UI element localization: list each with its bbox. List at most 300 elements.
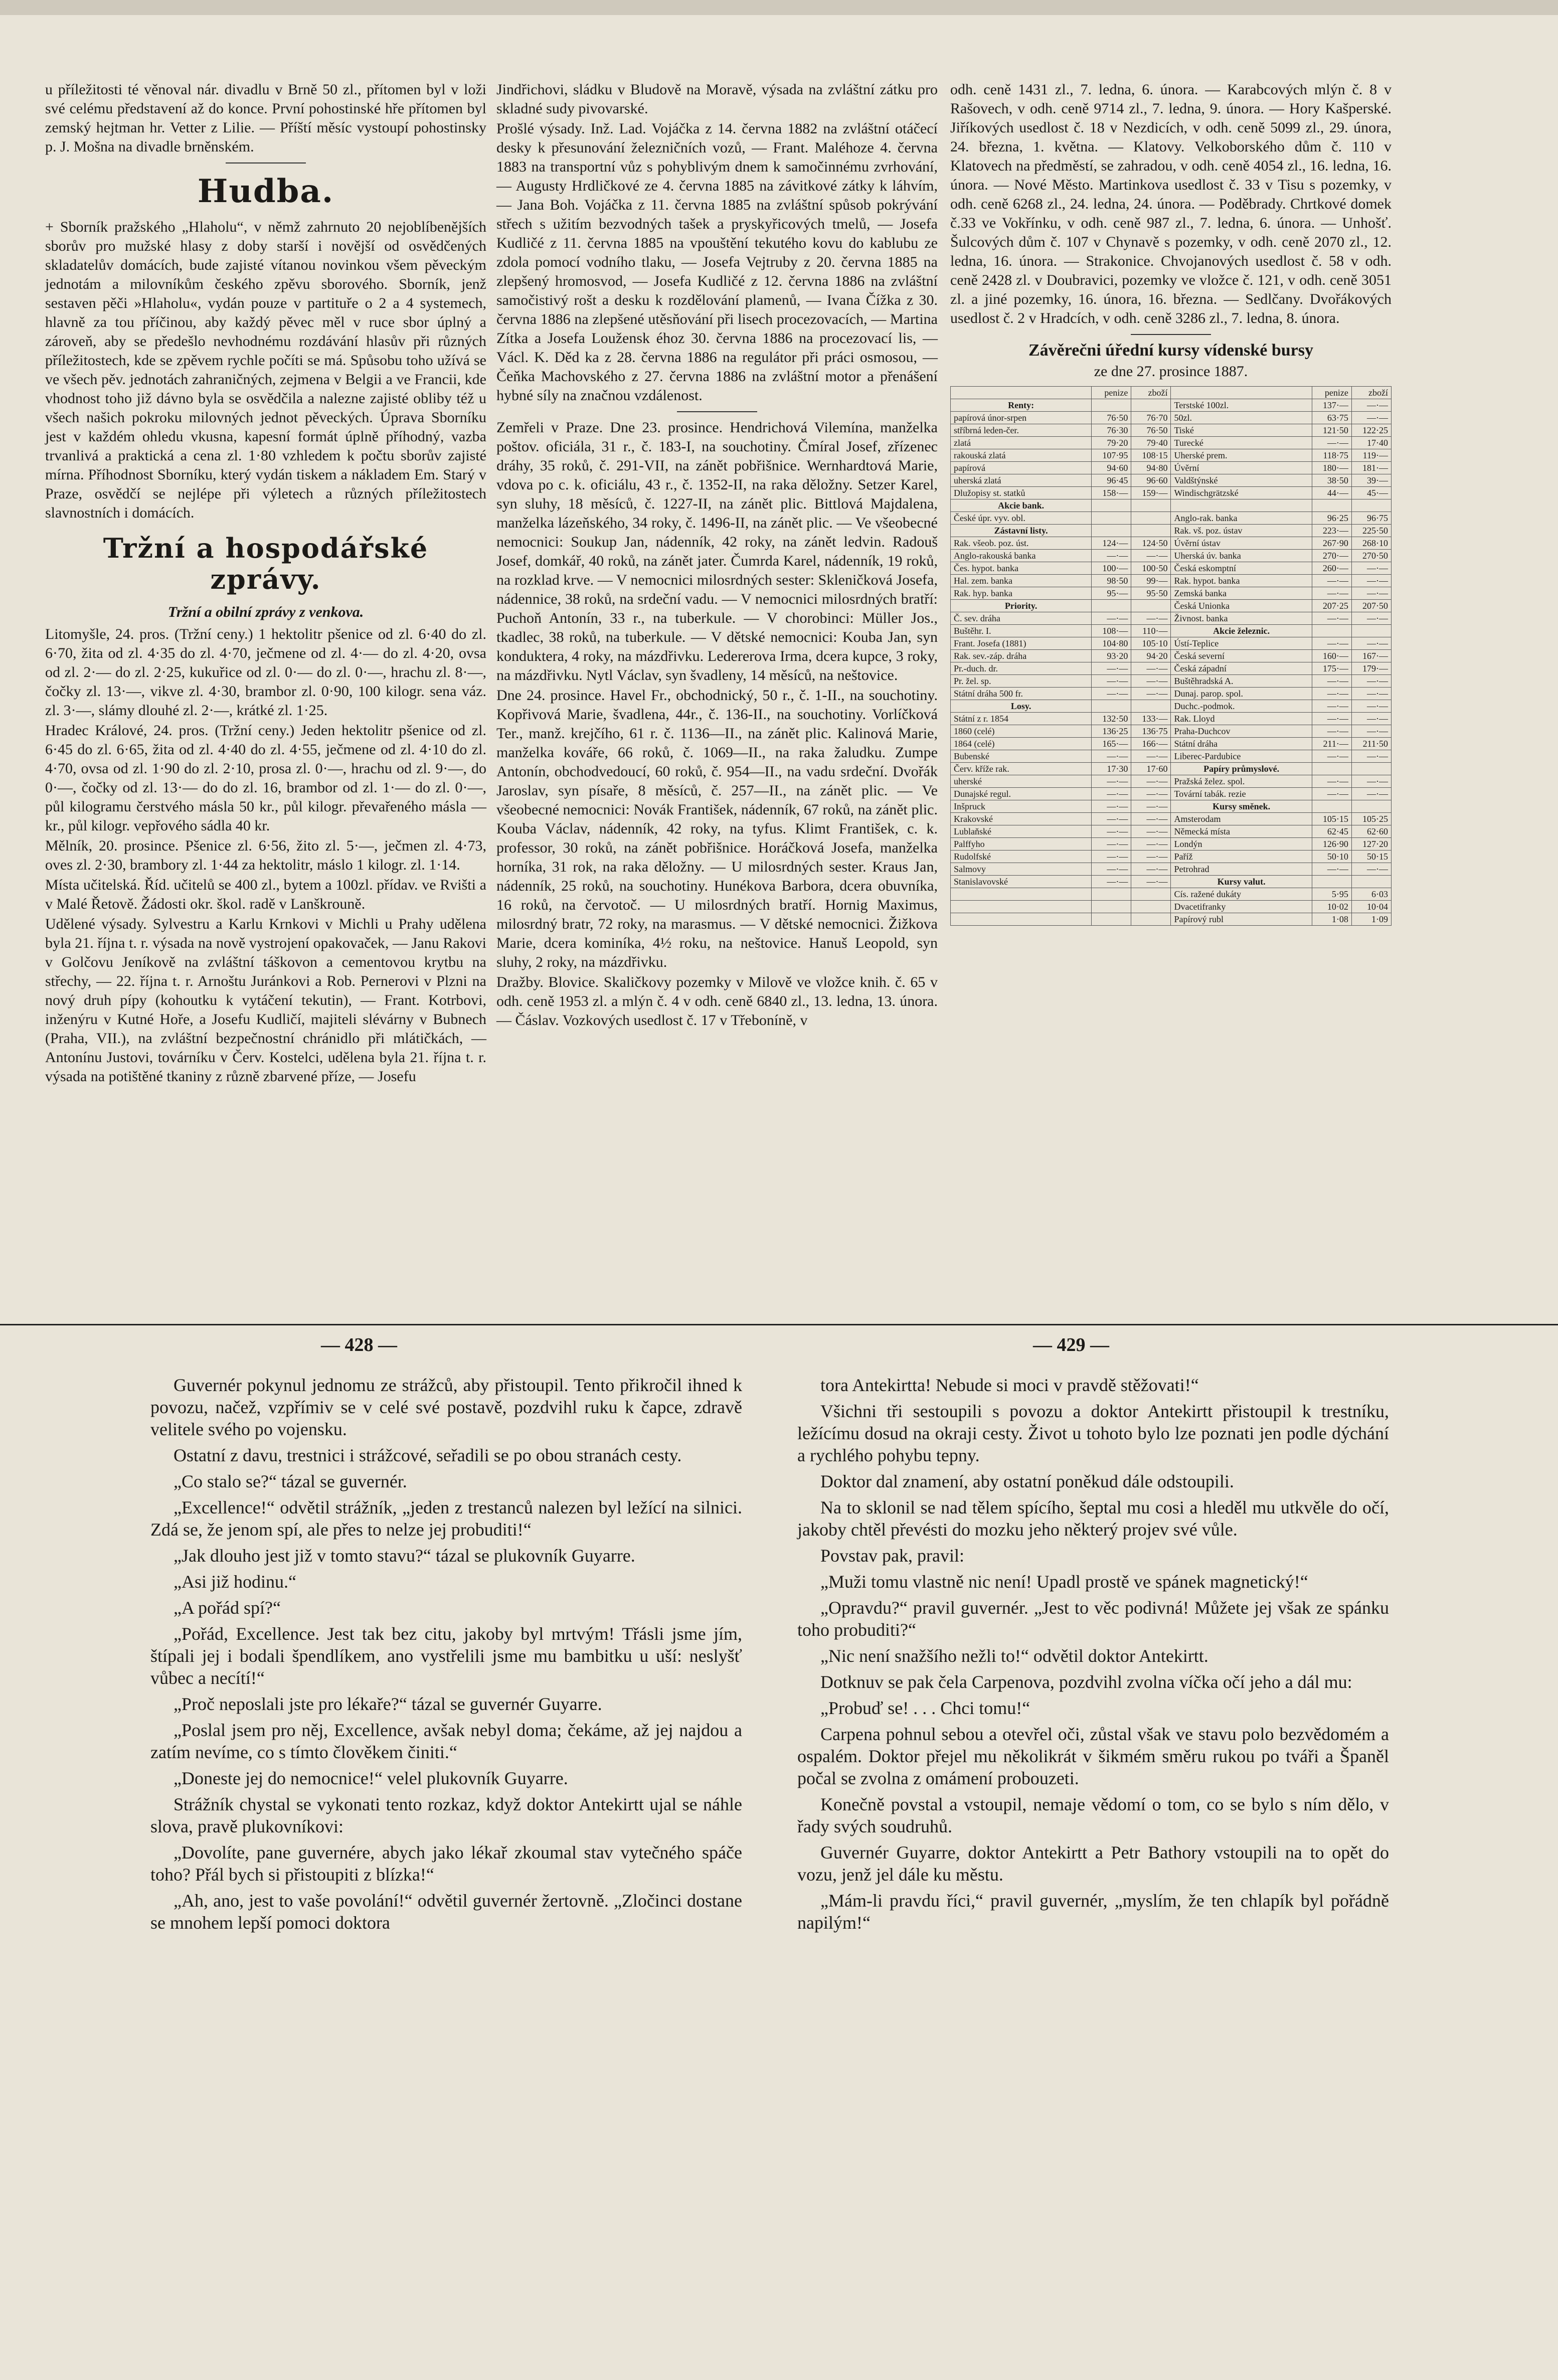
bursa-cell	[1131, 901, 1171, 913]
prosle-vysady: Prošlé výsady. Inž. Lad. Vojáčka z 14. června 1882 na zvláštní otáčecí desky k přesunování železničních vozů, — Frant. Maléhoze 4. června 1883 na transportní vůz s pohyblivým dnem k samočinnému zvrhování, — Augusty Hrdličkové ze 4. června 1885 na závitkové zátky k láhvím, — Jana Boh. Vojáčka z 11. června 1885 na zvláštní spůsob pokrývání střech s užitím bezvodných tašek a pryskyřicových tmelů, — Josefa Kudličé z 11. června 1885 na vpouštění tekutého kovu do kablubu ze zdola pomocí vodního tlaku, — Josefa Vejtruby z 20. června 1885 na zlepšený hromosvod, — Josefa Kudličé z 12. června 1886 na zvláštní samočistivý rošt a desku k rozdělování plamenů, — Ivana Čížka z 30. června 1886 na zlepšené utěsňování při lisech procezovacích, — Martina Zítka a Josefa Loužensk éhoz 30. června 1886 na procezovací lis, — Václ. K. Děd ka z 28. června 1886 na regulátor při práci osmosou, — Čeňka Machovského z 27. června 1886 na zvláštní motor a přenášení hybné síly na značnou vzdálenost.	[496, 120, 938, 404]
bursa-cell: 96·25	[1312, 512, 1351, 525]
trzni-subheading: Tržní a obilní zprávy z venkova.	[167, 604, 364, 620]
bursa-cell: 180·—	[1312, 462, 1351, 474]
bursa-cell: 211·50	[1351, 738, 1391, 750]
udelene-vysady: Udělené výsady. Sylvestru a Karlu Krnkovi v Michli u Prahy udělena byla 21. října t. r. výsada na nově vystrojení opakovaček, — Janu Rakovi v Golčovu Jeníkově na zvláštní táškovon a cementovou krytbu na střechy, — 22. října t. r. Arnoštu Juránkovi a Rob. Pernerovi v Plzni na nový druh pípy (kohoutku k vytáčení tekutin), — Frant. Kotrbovi, inženýru v Kutné Hoře, a Josefu Kudličí, majiteli slévárny v Bubnech (Praha, VII.), na zvláštní bezpečnostní chránidlo při mlátičkách, — Antonínu Justovi, továrníku v Červ. Kostelci, udělena byla 21. října t. r. výsada na potištěné tkaniny z různě zbarvené příze, — Josefu	[45, 916, 486, 1085]
divider-rule	[226, 162, 306, 163]
bursa-cell: 17·60	[1131, 763, 1171, 775]
story-paragraph: „Pořád, Excellence. Jest tak bez citu, jakoby byl mrtvým! Třásli jsme jím, štípali jej i bodali špendlíkem, ano vystřelili jsme mu bambitku u uší: neslyšť vůbec a necítí!“	[150, 1624, 742, 1688]
bursa-cell: Uherská úv. banka	[1171, 550, 1312, 562]
zemreli-dne-24: Dne 24. prosince. Havel Fr., obchodnický, 50 r., č. 1-II., na souchotiny. Kopřivová Marie, švadlena, 44r., č. 136-II., na souchotiny. Vorlíčková Ter., manž. krejčího, 61 r. č. 1136—II., na zánět plic. Kalinová Marie, manželka kováře, 66 roků, č. 1069—II., na raka žaludku. Zumpe Antonín, obchodvedoucí, 60 roků, č. 954—II., na vadu srdeční. Dvořák Jaroslav, syn písaře, 8 měsíců, č. 257—II., na zánět plic. — Ve všeobecné nemocnici: Novák František, nádenník, 67 roků, na zánět plic. Kouba Václav, nádenník, 42 roky, na tyfus. Klimt František, c. k. professor, 30 roků, na zánět pobřišnice. Horáčková Josefa, manželka horníka, 31 rok, na raka děložny. — U milosrdných sester. Kraus Jan, nádenník, 25 roků, na souchotiny. Hunékova Barbora, dcera obuvníka, 16 roků, na červotoč. — U milosrdných bratří. Hornig Maximus, milosrdný bratr, 72 roky, na marasmus. — V dětské nemocnici. Žižkova Marie, dcera kominíka, 4½ roku, na neštovice. Hanuš Leopold, syn sluhy, 2 roky, na mázdřivku.	[496, 687, 938, 970]
bursa-cell	[1131, 399, 1171, 412]
bursa-cell: České úpr. vyv. obl.	[951, 512, 1092, 525]
bursa-row	[951, 788, 1392, 800]
bursa-row	[951, 437, 1392, 449]
bursa-row	[951, 775, 1392, 788]
bursa-cell: Dvacetifranky	[1171, 901, 1312, 913]
bursa-cell: —·—	[1312, 750, 1351, 763]
bursa-cell: 94·20	[1131, 650, 1171, 662]
upper-news-section	[45, 80, 1509, 1309]
bursa-cell: Pr. žel. sp.	[951, 675, 1092, 688]
bursa-cell	[1092, 600, 1131, 612]
bursa-cell	[1131, 913, 1171, 926]
bursa-cell: Papírový rubl	[1171, 913, 1312, 926]
bursa-row	[951, 637, 1392, 650]
bursa-cell: 132·50	[1092, 713, 1131, 725]
story-paragraph: „Ah, ano, jest to vaše povolání!“ odvětil guvernér žertovně. „Zločinci dostane se mnohem lepší pomoci doktora	[150, 1891, 742, 1933]
bursa-date: ze dne 27. prosince 1887.	[1094, 363, 1248, 380]
bursa-cell	[1171, 499, 1312, 512]
bursa-cell: 5·95	[1312, 888, 1351, 901]
bursa-cell: 108·15	[1131, 449, 1171, 462]
bursa-cell	[1312, 800, 1351, 813]
bursa-cell: 94·80	[1131, 462, 1171, 474]
bursa-cell: Paříž	[1171, 851, 1312, 863]
bursa-cell: —·—	[1131, 662, 1171, 675]
story-paragraph: Dotknuv se pak čela Carpenova, pozdvihl zvolna víčka očí jeho a dál mu:	[820, 1672, 1352, 1692]
bursa-cell: Státní dráha 500 fr.	[951, 688, 1092, 700]
bursa-row	[951, 888, 1392, 901]
bursa-row	[951, 725, 1392, 738]
bursa-cell	[1351, 763, 1391, 775]
bursa-row	[951, 625, 1392, 637]
bursa-cell: —·—	[1312, 775, 1351, 788]
mista-ucitelska: Místa učitelská. Říd. učitelů se 400 zl., bytem a 100zl. přídav. ve Rvišti a v Malé Řetově. Žádosti okr. škol. radě v Lanškrouně.	[45, 877, 486, 912]
story-paragraph: Ostatní z davu, trestnici i strážcové, seřadili se po obou stranách cesty.	[174, 1445, 682, 1465]
bursa-cell: —·—	[1351, 562, 1391, 575]
bursa-row	[951, 713, 1392, 725]
bursa-cell: 17·40	[1351, 437, 1391, 449]
bursa-cell: 105·25	[1351, 813, 1391, 825]
bursa-cell: —·—	[1092, 662, 1131, 675]
bursa-cell: Kursy valut.	[1171, 876, 1312, 888]
bursa-cell: 267·90	[1312, 537, 1351, 550]
bursa-cell: —·—	[1092, 838, 1131, 851]
bursa-cell: Čes. hypot. banka	[951, 562, 1092, 575]
story-paragraph: Carpena pohnul sebou a otevřel oči, zůstal však ve stavu polo bezvědomém a ospalém. Doktor přejel mu několikrát v šikmém směru rukou po tváři a Španěl počal se zvolna z omámení probouzeti.	[797, 1724, 1389, 1788]
bursa-cell: —·—	[1351, 775, 1391, 788]
story-paragraph: „Asi již hodinu.“	[174, 1572, 296, 1592]
bursa-cell: Akcie železnic.	[1171, 625, 1312, 637]
bursa-cell: 124·—	[1092, 537, 1131, 550]
bursa-cell: Česká eskomptní	[1171, 562, 1312, 575]
bursa-header-cell: penize	[1092, 387, 1131, 399]
bursa-cell: 6·03	[1351, 888, 1391, 901]
bursa-cell: 104·80	[1092, 637, 1131, 650]
bursa-row	[951, 750, 1392, 763]
bursa-cell: Státní dráha	[1171, 738, 1312, 750]
drazby-continued: odh. ceně 1431 zl., 7. ledna, 6. února. — Karabcových mlýn č. 8 v Rašovech, v odh. ceně 9714 zl., 7. ledna, 9. února. — Hory Kašperské. Jiříkových usedlost č. 18 v Nezdicích, v odh. ceně 5099 zl., 29. února, 24. března, 1. května. — Klatovy. Velkoborského dům č. 110 v Klatovech na předměstí, se zahradou, v odh. ceně 4054 zl., 16. ledna, 16. února. — Nové Město. Martinkova usedlost č. 33 v Tisu s pozemky, v odh. ceně 6268 zl., 24. ledna, 24. února. — Poděbrady. Chrtkové domek č.33 ve Vokřínku, v odh. ceně 987 zl., 7. ledna, 6. února. — Unhošť. Šulcových dům č. 107 v Chynavě s pozemky, v odh. ceně 2070 zl., 12. ledna, 16. února. — Strakonice. Chvojanových usedlost č. 58 v odh. ceně 2428 zl. v Doubravici, pozemky ve vložce č. 121, v odh. ceně 3051 zl. a jiné pozemky, 16. února, 16. března. — Sedlčany. Dvořákových usedlost č. 2 v Hradcích, v odh. ceně 3286 zl., 7. ledna, 8. února.	[950, 81, 1392, 326]
bursa-cell: 38·50	[1312, 474, 1351, 487]
bursa-cell	[1351, 625, 1391, 637]
bursa-cell: 100·50	[1131, 562, 1171, 575]
drazby: Dražby. Blovice. Skaličkovy pozemky v Milově ve vložce knih. č. 65 v odh. ceně 1953 zl. a mlýn č. 4 v odh. ceně 6840 zl., 13. ledna, 13. února. — Čáslav. Vozkových usedlost č. 17 v Třeboníně, v	[496, 974, 938, 1029]
story-paragraph: „Jak dlouho jest již v tomto stavu?“ tázal se plukovník Guyarre.	[174, 1546, 635, 1566]
melnik-prices: Mělník, 20. prosince. Pšenice zl. 6·56, žito zl. 5·—, ječmen zl. 4·73, oves zl. 2·30, brambory zl. 1·44 za hektolitr, máslo 1 kilogr. zl. 1·14.	[45, 837, 486, 873]
bursa-cell: Buštěhr. I.	[951, 625, 1092, 637]
bursa-cell: —·—	[1312, 587, 1351, 600]
bursa-row	[951, 512, 1392, 525]
bursa-cell: —·—	[1312, 713, 1351, 725]
column-2	[496, 80, 938, 1031]
bursa-cell: 17·30	[1092, 763, 1131, 775]
bursa-cell: —·—	[1351, 688, 1391, 700]
bursa-row	[951, 813, 1392, 825]
bursa-cell: —·—	[1092, 863, 1131, 876]
bursa-cell: —·—	[1131, 863, 1171, 876]
story-paragraph: „Mám-li pravdu říci,“ pravil guvernér, „myslím, že ten chlapík byl pořádně napilým!“	[797, 1891, 1389, 1933]
bursa-cell: Londýn	[1171, 838, 1312, 851]
bursa-cell: 76·50	[1092, 412, 1131, 424]
story-paragraph: „Doneste jej do nemocnice!“ velel plukovník Guyarre.	[174, 1768, 568, 1788]
bursa-cell: Terstské 100zl.	[1171, 399, 1312, 412]
bursa-cell: —·—	[1092, 775, 1131, 788]
bursa-cell: 93·20	[1092, 650, 1131, 662]
bursa-cell: —·—	[1351, 587, 1391, 600]
bursa-cell: 1860 (celé)	[951, 725, 1092, 738]
story-paragraph: Guvernér pokynul jednomu ze strážců, aby přistoupil. Tento přikročil ihned k povozu, načež, vzpřímiv se v celé své postavě, pozdvihl ruku k čapce, zdravě velitele svého po vojensku.	[150, 1375, 742, 1439]
bursa-row	[951, 575, 1392, 587]
zemreli-v-praze: Zemřeli v Praze. Dne 23. prosince. Hendrichová Vilemína, manželka poštov. oficiála, 31 r., č. 183-I, na souchotiny. Čmíral Josef, zřízenec dráhy, 35 roků, č. 291-VII, na zánět pobřišnice. Wernhardtová Marie, vdova po c. k. oficiálu, 43 r., č. 1352-II, na raka děložny. Setzer Karel, syn sluhy, 18 měsíců, č. 1227-II, na zánět plic. Bittlová Majdalena, manželka lázeňského, 34 roky, č. 1496-II, na zánět plic. — Ve všeobecné nemocnici: Soukup Jan, nádenník, 42 roky, na zánět ledvin. Radouš Josef, domkář, 40 roků, na zánět jater. Čumrda Karel, nádenník, 19 roků, na rozklad krve. — V nemocnici milosrdných sester: Skleničková Josefa, nádennice, 38 roků, na srdeční vadu. — V nemocnici milosrdných bratří: Puchoň Antonín, 33 r., na tuberkule. — V chorobinci: Müller Jos., tkadlec, 38 roků, na tuberkule. — V dětské nemocnici: Kouba Jan, syn konduktera, 4 roky, na mázdřivku. Ledererova Irma, dcera kupce, 3 roky, na mázdřivku. Nytl Václav, syn švadleny, 14 měsíců, na neštovice.	[496, 419, 938, 684]
bursa-cell: —·—	[1131, 825, 1171, 838]
bursa-cell: —·—	[1351, 675, 1391, 688]
bursa-cell: —·—	[1312, 688, 1351, 700]
bursa-cell: —·—	[1312, 575, 1351, 587]
bursa-cell: 96·45	[1092, 474, 1131, 487]
bursa-cell: 122·25	[1351, 424, 1391, 437]
bursa-cell: Rak. hypot. banka	[1171, 575, 1312, 587]
bursa-row	[951, 600, 1392, 612]
bursa-row	[951, 688, 1392, 700]
bursa-cell	[1092, 512, 1131, 525]
bursa-row	[951, 650, 1392, 662]
bursa-table	[950, 386, 1392, 926]
bursa-row	[951, 474, 1392, 487]
bursa-cell	[1131, 600, 1171, 612]
bursa-cell: —·—	[1351, 700, 1391, 713]
story-paragraph: Všichni tři sestoupili s povozu a doktor Antekirtt přistoupil k trestníku, ležícímu dosud na okraji cesty. Život u tohoto bylo lze poznati jen podle dýchání a rychlého pohybu tepny.	[797, 1401, 1389, 1465]
story-paragraph: „Poslal jsem pro něj, Excellence, avšak nebyl doma; čekáme, až jej najdou a zatím nevíme, co s tímto člověkem činiti.“	[150, 1720, 742, 1762]
bursa-cell: —·—	[1351, 788, 1391, 800]
bursa-cell: Windischgrätzské	[1171, 487, 1312, 499]
story-paragraph: „Probuď se! . . . Chci tomu!“	[820, 1698, 1030, 1718]
bursa-cell: Úvěrní ústav	[1171, 537, 1312, 550]
bursa-cell	[1131, 499, 1171, 512]
bursa-cell: 158·—	[1092, 487, 1131, 499]
bursa-row	[951, 412, 1392, 424]
bursa-header-cell	[951, 387, 1092, 399]
bursa-cell: 100·—	[1092, 562, 1131, 575]
bursa-cell: 133·—	[1131, 713, 1171, 725]
bursa-cell: 50zl.	[1171, 412, 1312, 424]
bursa-cell	[1351, 499, 1391, 512]
story-paragraph: Doktor dal znamení, aby ostatní poněkud dále odstoupili.	[820, 1471, 1234, 1491]
bursa-cell: Česká severní	[1171, 650, 1312, 662]
bursa-cell: Uherské prem.	[1171, 449, 1312, 462]
bursa-cell	[1351, 800, 1391, 813]
bursa-row	[951, 612, 1392, 625]
story-paragraph: „Muži tomu vlastně nic není! Upadl prostě ve spánek magnetický!“	[820, 1572, 1308, 1592]
story-paragraph: „A pořád spí?“	[174, 1598, 281, 1618]
bursa-row	[951, 700, 1392, 713]
column-3	[950, 80, 1392, 926]
bursa-row	[951, 863, 1392, 876]
bursa-cell: Rudolfské	[951, 851, 1092, 863]
bursa-cell: Rak. všeob. poz. úst.	[951, 537, 1092, 550]
story-paragraph: „Nic není snažšího nežli to!“ odvětil doktor Antekirtt.	[820, 1646, 1208, 1666]
bursa-cell: Zemská banka	[1171, 587, 1312, 600]
bursa-cell	[1312, 763, 1351, 775]
bursa-cell	[1092, 700, 1131, 713]
bursa-cell: —·—	[1131, 550, 1171, 562]
bursa-cell: Anglo-rakouská banka	[951, 550, 1092, 562]
story-column-right	[797, 1374, 1389, 1938]
litomysl-prices: Litomyšle, 24. pros. (Tržní ceny.) 1 hektolitr pšenice od zl. 6·40 do zl. 6·70, žita od zl. 4·35 do zl. 4·70, ječmene od zl. 4·— do zl. 4·20, ovsa od zl. 2·— do zl. 2·25, kukuřice od zl. 0·— do zl. 0·—, hrachu zl. 8·—, čočky zl. 13·—, vikve zl. 4·30, brambor zl. 0·90, 100 kilogr. sena váz. zl. 3·—, slámy dlouhé zl. 2·—, krátké zl. 1·25.	[45, 626, 486, 719]
bursa-cell: —·—	[1131, 851, 1171, 863]
bursa-row	[951, 462, 1392, 474]
bursa-cell: Amsterodam	[1171, 813, 1312, 825]
hudba-heading: Hudba.	[197, 173, 334, 210]
bursa-row	[951, 499, 1392, 512]
bursa-cell: —·—	[1131, 876, 1171, 888]
story-paragraph: Konečně povstal a vstoupil, nemaje vědomí o tom, co se bylo s ním dělo, v řady svých soudruhů.	[797, 1794, 1389, 1836]
bursa-cell: —·—	[1351, 725, 1391, 738]
bursa-cell: 175·—	[1312, 662, 1351, 675]
bursa-cell: 270·50	[1351, 550, 1391, 562]
bursa-cell: —·—	[1092, 675, 1131, 688]
bursa-cell: —·—	[1131, 612, 1171, 625]
bursa-cell: Cís. ražené dukáty	[1171, 888, 1312, 901]
bursa-row	[951, 800, 1392, 813]
bursa-cell: Rak. Lloyd	[1171, 713, 1312, 725]
bursa-row	[951, 763, 1392, 775]
bursa-cell: Losy.	[951, 700, 1092, 713]
bursa-cell: Praha-Duchcov	[1171, 725, 1312, 738]
bursa-cell: Dlužopisy st. statků	[951, 487, 1092, 499]
bursa-cell: Česká západní	[1171, 662, 1312, 675]
bursa-cell: 76·70	[1131, 412, 1171, 424]
story-paragraph: Na to sklonil se nad tělem spícího, šeptal mu cosi a hleděl mu utkvěle do očí, jakoby chtěl převésti do mozku jeho některý projev své vůle.	[797, 1497, 1389, 1540]
bursa-cell: Ústí-Teplice	[1171, 637, 1312, 650]
bursa-cell: 136·75	[1131, 725, 1171, 738]
bursa-cell: Priority.	[951, 600, 1092, 612]
bursa-row	[951, 838, 1392, 851]
bursa-cell: Č. sev. dráha	[951, 612, 1092, 625]
bursa-cell: 95·50	[1131, 587, 1171, 600]
page-edge	[0, 0, 1558, 15]
story-column-left	[150, 1374, 742, 1938]
bursa-cell: 98·50	[1092, 575, 1131, 587]
bursa-heading: Závěrečni úřední kursy vídenské bursy	[1028, 341, 1313, 360]
bursa-cell: —·—	[1092, 851, 1131, 863]
bursa-cell: 76·50	[1131, 424, 1171, 437]
bursa-row	[951, 901, 1392, 913]
story-paragraph: Guvernér Guyarre, doktor Antekirtt a Petr Bathory vstoupili na to opět do vozu, jenž jel dále ku městu.	[797, 1842, 1389, 1885]
bursa-cell: 107·95	[1092, 449, 1131, 462]
bursa-cell: Buštěhradská A.	[1171, 675, 1312, 688]
bursa-cell: —·—	[1131, 675, 1171, 688]
bursa-cell: Červ. kříže rak.	[951, 763, 1092, 775]
story-paragraph: „Co stalo se?“ tázal se guvernér.	[174, 1471, 407, 1491]
bursa-cell	[1312, 499, 1351, 512]
bursa-cell: 166·—	[1131, 738, 1171, 750]
bursa-cell: Státní z r. 1854	[951, 713, 1092, 725]
bursa-cell: uherské	[951, 775, 1092, 788]
bursa-cell: —·—	[1092, 813, 1131, 825]
bursa-cell: —·—	[1312, 700, 1351, 713]
bursa-cell: papírová únor-srpen	[951, 412, 1092, 424]
bursa-header-cell: penize	[1312, 387, 1351, 399]
feuilleton-section	[0, 1334, 1558, 2377]
bursa-cell: Frant. Josefa (1881)	[951, 637, 1092, 650]
vysada-continued: Jindřichovi, sládku v Bludově na Moravě, výsada na zvláštní zátku pro skladné sudy pivovarské.	[496, 81, 938, 117]
bursa-cell: 223·—	[1312, 525, 1351, 537]
bursa-cell: Renty:	[951, 399, 1092, 412]
story-paragraph: „Opravdu?“ pravil guvernér. „Jest to věc podivná! Můžete jej však ze spánku toho probuditi?“	[797, 1598, 1389, 1640]
bursa-cell: —·—	[1351, 612, 1391, 625]
bursa-cell: —·—	[1131, 788, 1171, 800]
bursa-cell: Valdštýnské	[1171, 474, 1312, 487]
bursa-row	[951, 913, 1392, 926]
bursa-cell	[951, 901, 1092, 913]
bursa-row	[951, 876, 1392, 888]
bursa-cell	[1092, 499, 1131, 512]
bursa-table-body	[951, 399, 1392, 926]
story-paragraph: „Dovolíte, pane guvernére, abych jako lékař zkoumal stav vytečného spáče toho? Přál bych si přistoupiti z blízka!“	[150, 1842, 742, 1885]
bursa-cell: papírová	[951, 462, 1092, 474]
bursa-row	[951, 562, 1392, 575]
bursa-cell: 207·50	[1351, 600, 1391, 612]
bursa-cell: —·—	[1312, 612, 1351, 625]
bursa-cell: 1864 (celé)	[951, 738, 1092, 750]
bursa-cell: 124·50	[1131, 537, 1171, 550]
bursa-cell: Úvěrní	[1171, 462, 1312, 474]
bursa-cell: 76·30	[1092, 424, 1131, 437]
bursa-cell: Liberec-Pardubice	[1171, 750, 1312, 763]
bursa-cell: 207·25	[1312, 600, 1351, 612]
bursa-cell: 136·25	[1092, 725, 1131, 738]
page-number-left: — 428 —	[321, 1334, 397, 1355]
bursa-cell: Salmovy	[951, 863, 1092, 876]
bursa-cell: Krakovské	[951, 813, 1092, 825]
bursa-cell: 62·45	[1312, 825, 1351, 838]
bursa-row	[951, 738, 1392, 750]
story-paragraph: „Excellence!“ odvětil strážník, „jeden z trestanců nalezen byl ležící na silnici. Zdá se, že jenom spí, ale přes to nelze jej probuditi!“	[150, 1497, 742, 1540]
bursa-cell: —·—	[1131, 800, 1171, 813]
story-paragraph: „Proč neposlali jste pro lékaře?“ tázal se guvernér Guyarre.	[174, 1694, 602, 1714]
bursa-cell: Rak. vš. poz. ústav	[1171, 525, 1312, 537]
bursa-cell: 127·20	[1351, 838, 1391, 851]
bursa-cell: —·—	[1131, 838, 1171, 851]
bursa-cell: —·—	[1312, 437, 1351, 449]
bursa-cell: 50·15	[1351, 851, 1391, 863]
bursa-cell	[1131, 512, 1171, 525]
bursa-cell: Papíry průmyslové.	[1171, 763, 1312, 775]
bursa-cell: 79·20	[1092, 437, 1131, 449]
bursa-cell: rakouská zlatá	[951, 449, 1092, 462]
bursa-cell: 137·—	[1312, 399, 1351, 412]
bursa-cell: 50·10	[1312, 851, 1351, 863]
bursa-cell	[1092, 399, 1131, 412]
hudba-article: + Sborník pražského „Hlaholu“, v němž zahrnuto 20 nejoblíbenějších sborův pro mužské hlasy z doby starší i novější od osvědčených skladatelův domácích, bude zajisté vítanou novinkou všem pěveckým jednotám a milovníkům českého zpěvu sborového. Sborník, jenž sestaven pěči »Hlaholu«, vydán pouze v partituře o 2 a 4 systemech, hlavně za tou příčinou, aby každý pěvec měl v ruce sbor úplný a zároveň, aby se předešlo nevhodnému rozdávání hlasův při různých příležitostech, kde se zpěvem rychle počíti se má. Spůsobu toho užívá se ve všech pěv. jednotách zahraničných, zejmena v Belgii a ve Francii, kde vhodnost toho již dávno byla se osvědčila a nalezne zajisté obliby též u všech našich pokroku milovných jednot pěveckých. Úprava Sborníku jest v každém ohledu vkusna, kapesní formát úplně příhodný, vazba trvanlivá a praktická a cena zl. 1·80 vzhledem k počtu sborův zajisté mírna. Příhodnost Sborníku, který vydán tiskem a nákladem Em. Starý v Praze, osvědčí se nejlépe při výletech a různých příležitostech slavnostních i domácích.	[45, 219, 486, 521]
bursa-cell: Petrohrad	[1171, 863, 1312, 876]
bursa-cell: —·—	[1092, 750, 1131, 763]
story-paragraph: Strážník chystal se vykonati tento rozkaz, když doktor Antekirtt ujal se náhle slova, pravě plukovníkovi:	[150, 1794, 742, 1836]
bursa-cell: 126·90	[1312, 838, 1351, 851]
bursa-cell	[1092, 888, 1131, 901]
trzni-heading: Tržní a hospodářské zprávy.	[103, 532, 429, 595]
bursa-cell: Palffyho	[951, 838, 1092, 851]
bursa-row	[951, 550, 1392, 562]
bursa-cell	[1351, 876, 1391, 888]
bursa-cell: Stanislavovské	[951, 876, 1092, 888]
bursa-cell	[1312, 876, 1351, 888]
bursa-cell: 110·—	[1131, 625, 1171, 637]
bursa-cell: Pražská želez. spol.	[1171, 775, 1312, 788]
bursa-cell: 268·10	[1351, 537, 1391, 550]
bursa-cell: Anglo-rak. banka	[1171, 512, 1312, 525]
bursa-cell	[1131, 888, 1171, 901]
bursa-cell: —·—	[1312, 788, 1351, 800]
bursa-cell: —·—	[1351, 637, 1391, 650]
bursa-cell: Turecké	[1171, 437, 1312, 449]
bursa-cell: zlatá	[951, 437, 1092, 449]
bursa-cell: —·—	[1092, 612, 1131, 625]
bursa-cell: —·—	[1131, 775, 1171, 788]
bursa-cell: Duchc.-podmok.	[1171, 700, 1312, 713]
bursa-cell: —·—	[1312, 637, 1351, 650]
bursa-cell	[1131, 700, 1171, 713]
bursa-header-cell: zboží	[1131, 387, 1171, 399]
bursa-cell: —·—	[1131, 813, 1171, 825]
bursa-cell: —·—	[1131, 750, 1171, 763]
bursa-cell: 44·—	[1312, 487, 1351, 499]
bursa-cell: Německá místa	[1171, 825, 1312, 838]
bursa-row	[951, 487, 1392, 499]
bursa-cell: —·—	[1092, 800, 1131, 813]
bursa-cell: 10·02	[1312, 901, 1351, 913]
bursa-cell: 95·—	[1092, 587, 1131, 600]
bursa-cell: 167·—	[1351, 650, 1391, 662]
bursa-row	[951, 424, 1392, 437]
bursa-cell	[951, 913, 1092, 926]
theatre-note: u příležitosti té věnoval nár. divadlu v Brně 50 zl., přítomen byl v loži své celému představení až do konce. První pohostinské hře přítomen byl zemský hejtman hr. Vetter z Lilie. — Příští měsíc vystoupí pohostinsky p. J. Mošna na divadle brněnském.	[45, 81, 486, 155]
bursa-row	[951, 587, 1392, 600]
bursa-cell: Akcie bank.	[951, 499, 1092, 512]
bursa-cell: —·—	[1131, 688, 1171, 700]
bursa-cell: Zástavní listy.	[951, 525, 1092, 537]
bursa-cell	[1131, 525, 1171, 537]
bursa-cell: 211·—	[1312, 738, 1351, 750]
bursa-cell: —·—	[1092, 788, 1131, 800]
bursa-cell: 96·60	[1131, 474, 1171, 487]
bursa-cell: 108·—	[1092, 625, 1131, 637]
bursa-header-row	[951, 387, 1392, 399]
bursa-cell	[1092, 901, 1131, 913]
bursa-cell: —·—	[1351, 750, 1391, 763]
bursa-cell: 99·—	[1131, 575, 1171, 587]
bursa-cell	[951, 888, 1092, 901]
bursa-cell: 1·08	[1312, 913, 1351, 926]
bursa-cell: —·—	[1092, 550, 1131, 562]
bursa-cell: 225·50	[1351, 525, 1391, 537]
bursa-cell: 79·40	[1131, 437, 1171, 449]
bursa-cell: 62·60	[1351, 825, 1391, 838]
bursa-cell: 159·—	[1131, 487, 1171, 499]
bursa-cell: —·—	[1092, 688, 1131, 700]
bursa-cell: 179·—	[1351, 662, 1391, 675]
bursa-cell: 119·—	[1351, 449, 1391, 462]
